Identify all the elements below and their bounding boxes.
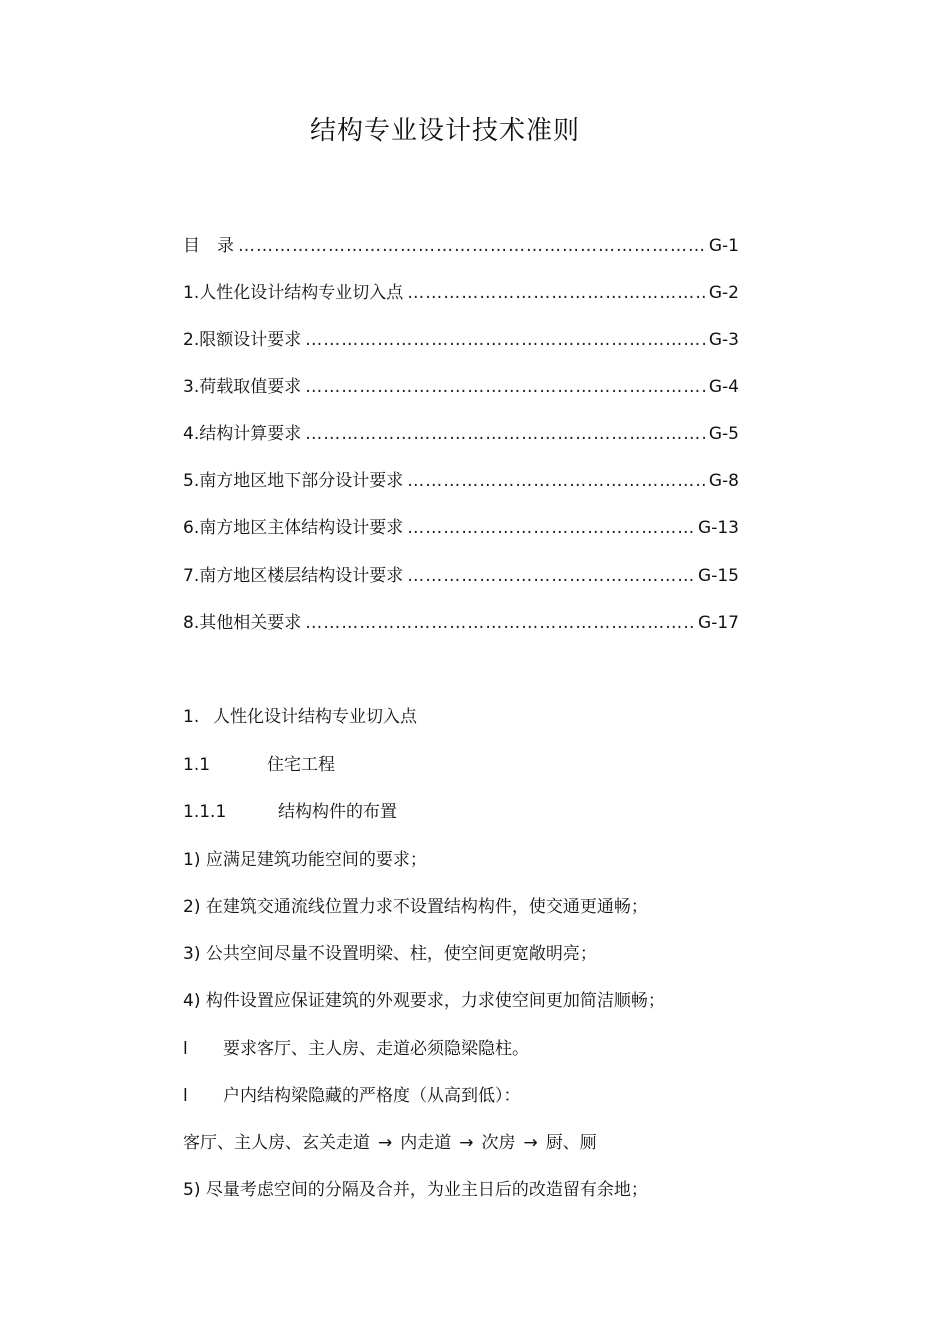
section-number: 1.1: [183, 755, 211, 775]
toc-entry[interactable]: [183, 327, 739, 353]
section-title: 住宅工程: [267, 755, 335, 775]
toc-entry[interactable]: [183, 374, 739, 400]
document-title: 结构专业设计技术准则: [309, 116, 580, 146]
section-title: 结构构件的布置: [278, 802, 397, 822]
toc-entry-label: 1.人性化设计结构专业切入点: [183, 283, 404, 303]
section-title: 人性化设计结构专业切入点: [213, 707, 417, 727]
bullet-text: 要求客厅、主人房、走道必须隐梁隐柱。: [223, 1039, 529, 1059]
section-number: 1.1.1: [183, 802, 227, 822]
toc-leader-dots: [305, 374, 705, 400]
toc-entry-label: 2.限额设计要求: [183, 330, 302, 350]
priority-order-line: [183, 1130, 597, 1156]
toc-entry[interactable]: [183, 515, 739, 541]
arrow-right-icon: →: [523, 1133, 538, 1153]
toc-entry[interactable]: [183, 421, 739, 447]
order-step: 厨、厕: [545, 1133, 597, 1153]
toc-entry[interactable]: [183, 563, 739, 589]
toc-leader-dots: [305, 421, 705, 447]
toc-entry-label: 目 录: [183, 236, 234, 256]
arrow-right-icon: →: [378, 1133, 393, 1153]
toc-entry-page: G-4: [708, 377, 739, 397]
toc-entry-label: 3.荷载取值要求: [183, 377, 302, 397]
section-1-1-heading: [183, 752, 335, 778]
toc-entry-page: G-17: [698, 613, 739, 633]
bullet-marker: l: [183, 1039, 188, 1059]
toc-entry-label: 4.结构计算要求: [183, 424, 302, 444]
toc-entry-label: 8.其他相关要求: [183, 613, 302, 633]
toc-entry-page: G-15: [698, 566, 739, 586]
toc-entry-page: G-1: [708, 236, 739, 256]
toc-leader-dots: [305, 610, 694, 636]
toc-entry-label: 7.南方地区楼层结构设计要求: [183, 566, 404, 586]
order-step: 次房: [481, 1133, 516, 1153]
toc-entry-page: G-2: [708, 283, 739, 303]
toc-entry[interactable]: [183, 610, 739, 636]
toc-leader-dots: [407, 515, 694, 541]
toc-leader-dots: [238, 233, 705, 259]
section-number: 1.: [183, 707, 200, 727]
toc-entry-page: G-3: [708, 330, 739, 350]
bullet-text: 户内结构梁隐藏的严格度（从高到低）：: [223, 1086, 521, 1106]
toc-leader-dots: [407, 468, 705, 494]
toc-leader-dots: [305, 327, 705, 353]
toc-entry-label: 6.南方地区主体结构设计要求: [183, 518, 404, 538]
toc-entry[interactable]: [183, 280, 739, 306]
toc-leader-dots: [407, 563, 694, 589]
list-item: 2) 在建筑交通流线位置力求不设置结构构件，使交通更通畅；: [183, 897, 648, 917]
arrow-right-icon: →: [459, 1133, 474, 1153]
list-item: 3) 公共空间尽量不设置明梁、柱，使空间更宽敞明亮；: [183, 944, 597, 964]
toc-entry-page: G-8: [708, 471, 739, 491]
order-step: 内走道: [400, 1133, 452, 1153]
list-item: 5) 尽量考虑空间的分隔及合并，为业主日后的改造留有余地；: [183, 1180, 648, 1200]
toc-entry-label: 5.南方地区地下部分设计要求: [183, 471, 404, 491]
section-1-heading: [183, 704, 417, 730]
list-item: 4) 构件设置应保证建筑的外观要求，力求使空间更加简洁顺畅；: [183, 991, 665, 1011]
bullet-item: [183, 1083, 521, 1109]
toc-entry-page: G-13: [698, 518, 739, 538]
bullet-item: [183, 1036, 529, 1062]
section-1-1-1-heading: [183, 799, 397, 825]
toc-entry[interactable]: [183, 468, 739, 494]
toc-entry[interactable]: [183, 233, 739, 259]
toc-entry-page: G-5: [708, 424, 739, 444]
toc-leader-dots: [407, 280, 705, 306]
list-item: 1) 应满足建筑功能空间的要求；: [183, 850, 427, 870]
order-step: 客厅、主人房、玄关走道: [183, 1133, 370, 1153]
bullet-marker: l: [183, 1086, 188, 1106]
